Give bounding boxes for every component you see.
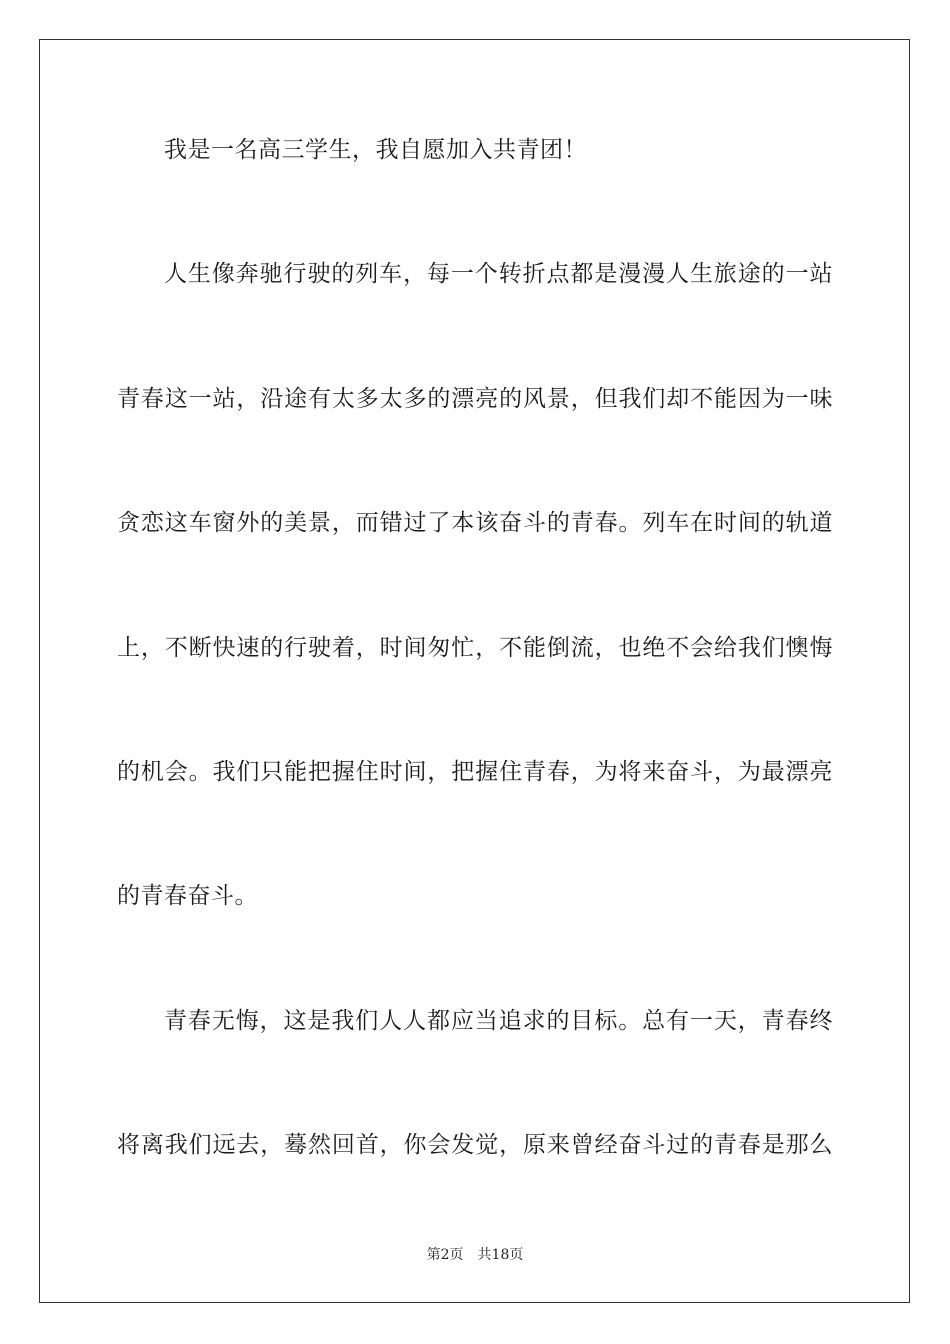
page-total: 共18页 (477, 1247, 524, 1263)
page-number: 第2页 (426, 1247, 464, 1263)
paragraph-line: 贪恋这车窗外的美景，而错过了本该奋斗的青春。列车在时间的轨道 (117, 510, 833, 536)
paragraph-line: 我是一名高三学生，我自愿加入共青团！ (164, 137, 587, 163)
page-footer (0, 1244, 950, 1264)
paragraph-line: 的机会。我们只能把握住时间，把握住青春，为将来奋斗，为最漂亮 (117, 759, 833, 785)
paragraph-line: 将离我们远去，蓦然回首，你会发觉，原来曾经奋斗过的青春是那么 (117, 1132, 833, 1158)
paragraph-line: 青春无悔，这是我们人人都应当追求的目标。总有一天，青春终 (164, 1008, 833, 1034)
paragraph-line: 青春这一站，沿途有太多太多的漂亮的风景，但我们却不能因为一味 (117, 386, 833, 412)
page-border (39, 39, 910, 1303)
paragraph-line: 人生像奔驰行驶的列车，每一个转折点都是漫漫人生旅途的一站 (164, 261, 833, 287)
paragraph-line: 的青春奋斗。 (117, 883, 258, 909)
paragraph-line: 上，不断快速的行驶着，时间匆忙，不能倒流，也绝不会给我们懊悔 (117, 635, 833, 661)
